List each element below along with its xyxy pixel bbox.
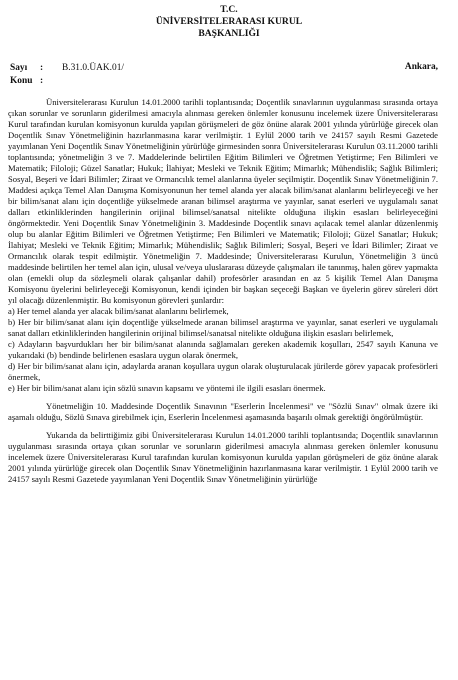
- header-tc: T.C.: [220, 4, 238, 15]
- header-office: BAŞKANLIĞI: [198, 28, 260, 39]
- paragraph-2: Yönetmeliğin 10. Maddesinde Doçentlik Sınavının "Eserlerin İncelenmesi" ve "Sözlü Sınav" olmak üzere iki aşamalı olduğu, Sözlü Sınava girebilmek için, Eserlerin İncelenmesi aşamasında başarılı olmak gerektiği öngörülmüştür.: [8, 401, 438, 422]
- header-institution: ÜNİVERSİTELERARASI KURUL: [155, 16, 303, 27]
- konu-row: [10, 75, 438, 88]
- sayi-colon: :: [40, 63, 44, 73]
- sayi-label: Sayı: [10, 63, 28, 73]
- konu-colon: :: [40, 76, 44, 86]
- list-item-d: d) Her bir bilim/sanat alanı için, adaylarda aranan koşullara uygun olarak oluşturulacak jürilerde görev yapacak profesörleri önermek,: [8, 361, 438, 382]
- paragraph-1: Üniversitelerarası Kurulun 14.01.2000 tarihli toplantısında; Doçentlik sınavlarının uygulanması sırasında ortaya çıkan sorunlar ve sorunların giderilmesi amacıyla alınması gereken önlemler konusunu incelemek üzere Üniversitelerarası Kurul tarafından kurulan komisyonun kurulda yapılan görüşmeleri de göz önüne alarak 2001 yılında yürürlüğe girecek olan Doçentlik Sınav Yönetmeliğinin hazırlanmasına karar verilmiştir. 1 Eylül 2000 tarih ve 24157 sayılı Resmi Gazetede yayımlanan Yeni Doçentlik Sınav Yönetmeliğinin yürürlüğe girmesinden sonra Üniversitelerarası Kurulun 03.11.2000 tarihli toplantısında; yönetmeliğin 3 ve 7. Maddelerinde belirtilen Eğitim Bilimleri ve Öğretmen Yetiştirme; Fen Bilimleri ve Matematik; Filoloji; Güzel Sanatlar; Hukuk; İlahiyat; Mesleki ve Teknik Eğitim; Mimarlık; Mühendislik; Sağlık Bilimleri; Sosyal, Beşeri ve İdari Bilimler; Ziraat ve Ormancılık temel alanlarına üyeler seçilmiştir. Doçentlik Sınav Yönetmeliğinin 7. Maddesi açıkça Temel Alan Danışma Komisyonunun her temel alanda yer alacak bilim/sanat alanlarını belirleyeceği ve her bir bilim/sanat alanı için doçentliğe yükselmede aranan bilimsel araştırma ve yayınlar, sanat eserleri ve uygulamalı sanat dalları etkinliklerinden hangilerinin orijinal bilimsel/sanatsal nitelikte olduğuna ilişkin esasları belirleyeceğini öngörmektedir. Yeni Doçentlik Sınav Yönetmeliğinin 3. Maddesinde Doçentlik sınavı açılacak temel alanlar düzenlenmiş olup bu alanlar Eğitim Bilimleri ve Öğretmen Yetiştirme; Fen Bilimleri ve Matematik; Filoloji; Güzel Sanatlar; Hukuk; İlahiyat; Mesleki ve Teknik Eğitim; Mimarlık; Mühendislik; Sağlık Bilimleri; Sosyal, Beşeri ve İdari Bilimler; Ziraat ve Ormancılık olarak tespit edilmiştir. Yönetmeliğin 7. Maddesinde; Üniversitelerarası Kurulun, Yönetmeliğin 3 üncü maddesinde belirtilen her temel alan için, ulusal ve/veya uluslararası düzeyde çalışmaları ile tanınmış, halen görev yapmakta olan (emekli olup da sözleşmeli olarak çalışanlar dahil) profesörler arasından en az 5 kişilik Temel Alan Danışma Komisyonu üyelerini belirleyeceği Komisyonun, kendi içinden bir başkan seçeceği Başkan ve üyelerin görev süreleri dört yıl olacağı düzenlenmiştir. Bu komisyonun görevleri şunlardır:: [8, 97, 438, 305]
- letter-meta: [10, 62, 438, 88]
- list-item-a: a) Her temel alanda yer alacak bilim/sanat alanlarını belirlemek,: [8, 306, 229, 316]
- sayi-row: [10, 62, 438, 75]
- konu-label: Konu: [10, 76, 33, 86]
- letter-body: [8, 97, 438, 485]
- paragraph-3: Yukarıda da belirttiğimiz gibi Üniversitelerarası Kurulun 14.01.2000 tarihli toplantısında; Doçentlik sınavlarının uygulanması sırasında ortaya çıkan sorunlar ve sorunların giderilmesi amacıyla alınması gereken önlemler konusunu incelemek üzere Üniversitelerarası Kurul tarafından kurulan komisyonun kurulda yapılan görüşmeleri de göz önüne alarak 2001 yılında yürürlüğe girecek olan Doçentlik Sınav Yönetmeliğinin hazırlanmasına karar verilmiştir. 1 Eylül 2000 tarih ve 24157 sayılı Resmi Gazetede yayımlanan Yeni Doçentlik Sınav Yönetmeliğinin yürürlüğe: [8, 430, 438, 484]
- sayi-value: B.31.0.ÜAK.01/: [62, 63, 124, 73]
- list-item-e: e) Her bir bilim/sanat alanı için sözlü sınavın kapsamı ve yöntemi ile ilgili esasları önermek.: [8, 383, 326, 393]
- list-item-c: c) Adayların başvurdukları her bir bilim/sanat alanında sağlamaları gereken akademik koşulları, 2547 sayılı Kanuna ve yukarıdaki (b) bendinde belirlenen esaslara uygun olarak önermek,: [8, 339, 438, 360]
- list-item-b: b) Her bir bilim/sanat alanı için doçentliğe yükselmede aranan bilimsel araştırma ve yayınlar, sanat eserleri ve uygulamalı sanat dalları etkinliklerinden hangilerinin orijinal bilimsel/sanatsal nitelikte olduğuna ilişkin esasları belirlemek,: [8, 317, 438, 338]
- letterhead: [0, 0, 458, 40]
- city-date: Ankara,: [404, 62, 438, 72]
